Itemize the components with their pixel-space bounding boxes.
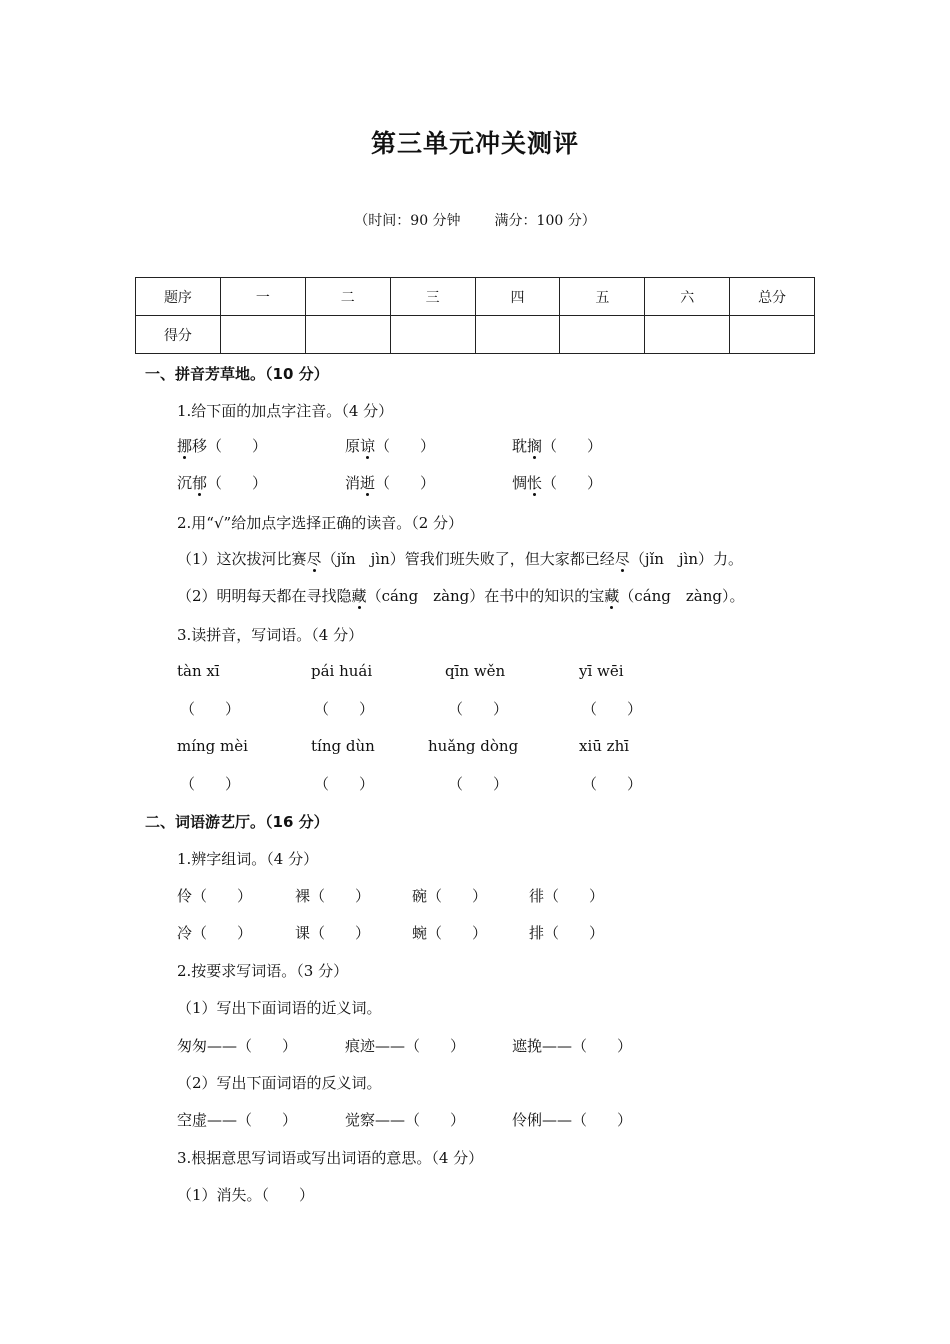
score-header-cell: 三 bbox=[390, 278, 475, 316]
dotted-char: 郁 bbox=[192, 474, 208, 492]
phonetic-item bbox=[512, 472, 602, 493]
score-header-cell: 二 bbox=[305, 278, 390, 316]
q1-2-title: 2.用“√”给加点字选择正确的读音。（2 分） bbox=[177, 514, 464, 532]
q2-1-title: 1.辨字组词。（4 分） bbox=[177, 850, 319, 868]
dotted-char: 怅 bbox=[527, 474, 543, 492]
answer-blank[interactable]: （ ） bbox=[448, 775, 509, 793]
answer-blank[interactable]: （ ） bbox=[542, 474, 603, 492]
q1-2-line-1 bbox=[177, 548, 743, 569]
score-cell[interactable] bbox=[645, 316, 730, 354]
score-header-cell: 六 bbox=[645, 278, 730, 316]
phonetic-item bbox=[512, 435, 602, 456]
score-cell[interactable] bbox=[475, 316, 560, 354]
dotted-char: 尽 bbox=[614, 550, 630, 568]
score-row-label: 得分 bbox=[136, 316, 221, 354]
q1-3-title: 3.读拼音，写词语。（4 分） bbox=[177, 626, 364, 644]
word-item[interactable]: 痕迹——（ ） bbox=[345, 1037, 466, 1055]
score-cell[interactable] bbox=[730, 316, 815, 354]
score-cell[interactable] bbox=[390, 316, 475, 354]
pinyin: míng mèi bbox=[177, 737, 248, 755]
exam-info bbox=[0, 210, 950, 230]
score-header-cell: 一 bbox=[220, 278, 305, 316]
char: 消 bbox=[345, 474, 361, 492]
dotted-char: 挪 bbox=[177, 437, 193, 455]
page-title: 第三单元冲关测评 bbox=[370, 129, 579, 158]
score-cell[interactable] bbox=[305, 316, 390, 354]
word-item[interactable]: 冷（ ） bbox=[177, 924, 253, 942]
word-item[interactable]: 碗（ ） bbox=[412, 887, 488, 905]
text: （1）这次拔河比赛 bbox=[177, 550, 307, 568]
word-item[interactable]: 伶俐——（ ） bbox=[512, 1111, 633, 1129]
dotted-char: 尽 bbox=[306, 550, 322, 568]
dotted-char: 藏 bbox=[351, 587, 367, 605]
pinyin: yī wēi bbox=[579, 662, 624, 680]
word-item[interactable]: 觉察——（ ） bbox=[345, 1111, 466, 1129]
char: 沉 bbox=[177, 474, 193, 492]
answer-blank[interactable]: （ ） bbox=[314, 700, 375, 718]
answer-blank[interactable]: （ ） bbox=[582, 700, 643, 718]
score-header-cell: 五 bbox=[560, 278, 645, 316]
score-table-score-row bbox=[136, 316, 815, 354]
pinyin: qīn wěn bbox=[445, 662, 506, 680]
phonetic-item bbox=[345, 472, 435, 493]
dotted-char: 逝 bbox=[360, 474, 376, 492]
word-item[interactable]: 徘（ ） bbox=[529, 887, 605, 905]
score-header-cell: 四 bbox=[475, 278, 560, 316]
dotted-char: 藏 bbox=[604, 587, 620, 605]
answer-blank[interactable]: （ ） bbox=[542, 437, 603, 455]
score-header-cell: 总分 bbox=[730, 278, 815, 316]
text: （cáng zàng）在书中的知识的宝 bbox=[366, 587, 605, 605]
word-item[interactable]: 空虚——（ ） bbox=[177, 1111, 298, 1129]
full-score: 满分：100 分） bbox=[494, 213, 596, 229]
section-1-title: 一、拼音芳草地。（10 分） bbox=[145, 365, 329, 383]
score-cell[interactable] bbox=[560, 316, 645, 354]
answer-blank[interactable]: （ ） bbox=[207, 474, 268, 492]
answer-blank[interactable]: （ ） bbox=[375, 474, 436, 492]
answer-blank[interactable]: （ ） bbox=[448, 700, 509, 718]
q2-2-sub-1: （1）写出下面词语的近义词。 bbox=[177, 999, 382, 1017]
score-cell[interactable] bbox=[220, 316, 305, 354]
q2-3-item-1[interactable]: （1）消失。（ ） bbox=[177, 1186, 315, 1204]
pinyin: tàn xī bbox=[177, 662, 220, 680]
q2-2-title: 2.按要求写词语。（3 分） bbox=[177, 962, 349, 980]
word-item[interactable]: 遮挽——（ ） bbox=[512, 1037, 633, 1055]
char: 惆 bbox=[512, 474, 528, 492]
q2-3-title: 3.根据意思写词语或写出词语的意思。（4 分） bbox=[177, 1149, 484, 1167]
time-limit: （时间：90 分钟 bbox=[354, 213, 461, 229]
score-header-cell: 题序 bbox=[136, 278, 221, 316]
score-table-header-row bbox=[136, 278, 815, 316]
dotted-char: 搁 bbox=[527, 437, 543, 455]
phonetic-item bbox=[177, 435, 267, 456]
answer-blank[interactable]: （ ） bbox=[582, 775, 643, 793]
word-item[interactable]: 课（ ） bbox=[295, 924, 371, 942]
text: （2）明明每天都在寻找隐 bbox=[177, 587, 352, 605]
char: 原 bbox=[345, 437, 361, 455]
text: （cáng zàng）。 bbox=[619, 587, 745, 605]
char: 耽 bbox=[512, 437, 528, 455]
text: （jǐn jìn）力。 bbox=[629, 550, 744, 568]
answer-blank[interactable]: （ ） bbox=[207, 437, 268, 455]
q2-2-sub-2: （2）写出下面词语的反义词。 bbox=[177, 1074, 382, 1092]
word-item[interactable]: 蜿（ ） bbox=[412, 924, 488, 942]
char: 移 bbox=[192, 437, 208, 455]
answer-blank[interactable]: （ ） bbox=[180, 775, 241, 793]
q1-2-line-2 bbox=[177, 585, 745, 606]
pinyin: tíng dùn bbox=[311, 737, 375, 755]
q1-1-title: 1.给下面的加点字注音。（4 分） bbox=[177, 402, 394, 420]
text: （jǐn jìn）管我们班失败了，但大家都已经 bbox=[321, 550, 615, 568]
pinyin: pái huái bbox=[311, 662, 373, 680]
word-item[interactable]: 伶（ ） bbox=[177, 887, 253, 905]
phonetic-item bbox=[177, 472, 267, 493]
word-item[interactable]: 裸（ ） bbox=[295, 887, 371, 905]
word-item[interactable]: 排（ ） bbox=[529, 924, 605, 942]
answer-blank[interactable]: （ ） bbox=[375, 437, 436, 455]
pinyin: xiū zhī bbox=[579, 737, 630, 755]
dotted-char: 谅 bbox=[360, 437, 376, 455]
answer-blank[interactable]: （ ） bbox=[180, 700, 241, 718]
section-2-title: 二、词语游艺厅。（16 分） bbox=[145, 813, 329, 831]
score-table bbox=[135, 277, 815, 354]
word-item[interactable]: 匆匆——（ ） bbox=[177, 1037, 298, 1055]
answer-blank[interactable]: （ ） bbox=[314, 775, 375, 793]
pinyin: huǎng dòng bbox=[428, 737, 519, 755]
phonetic-item bbox=[345, 435, 435, 456]
